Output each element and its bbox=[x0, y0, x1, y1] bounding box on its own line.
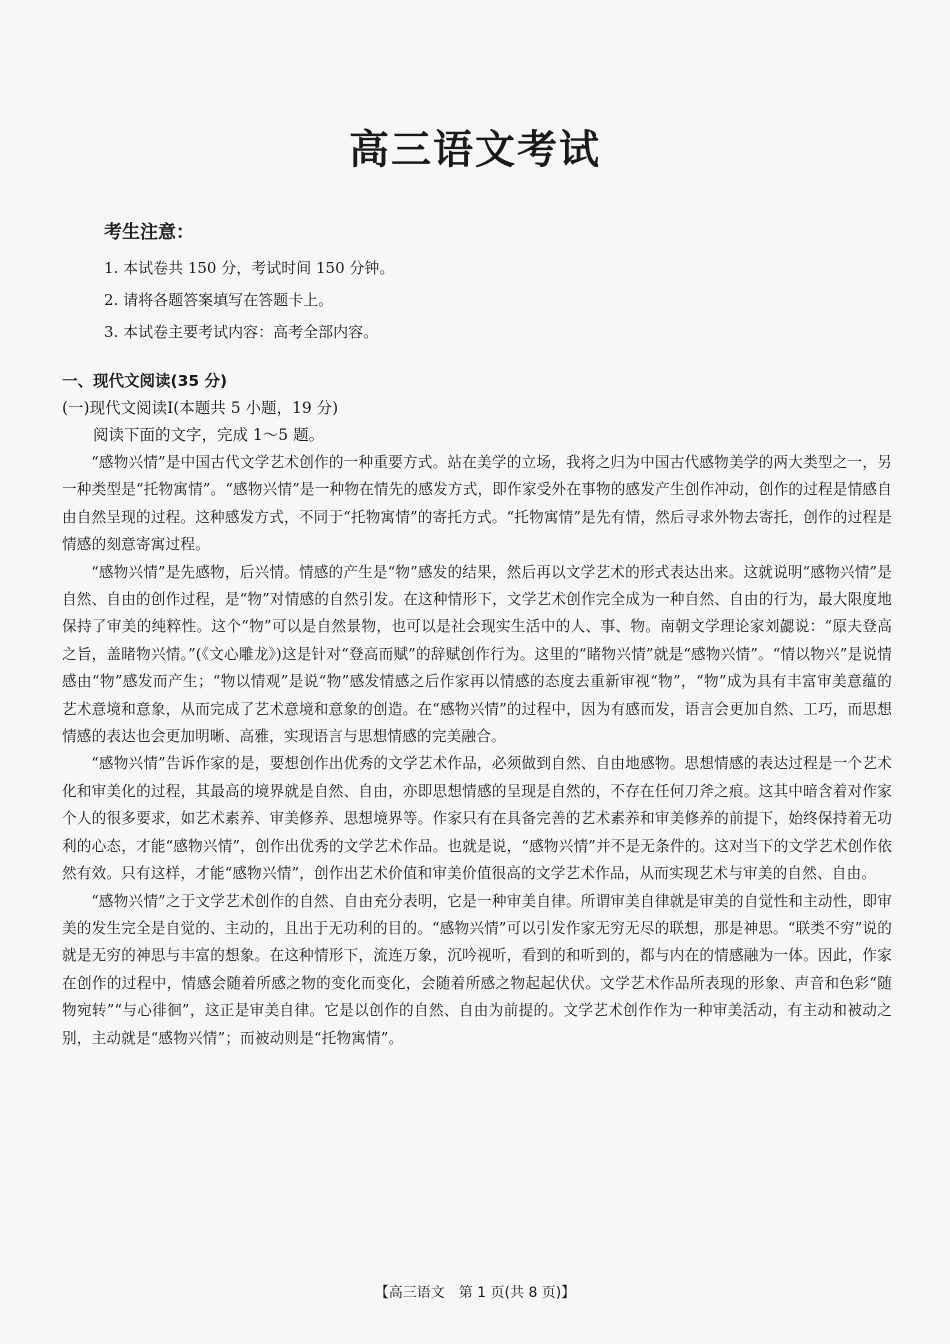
passage-paragraph-3: “感物兴情”告诉作家的是，要想创作出优秀的文学艺术作品，必须做到自然、自由地感物。思想情感的表达过程是一个艺术化和审美化的过程，其最高的境界就是自然、自由，亦即思想情感的呈现是自然的，不存在任何刀斧之痕。这其中暗含着对作家个人的很多要求，如艺术素养、审美修养、思想境界等。作家只有在具备完善的艺术素养和审美修养的前提下，始终保持着无功利的心态，才能“感物兴情”，创作出优秀的文学艺术作品。也就是说，“感物兴情”并不是无条件的。这对当下的文学艺术创作依然有效。只有这样，才能“感物兴情”，创作出艺术价值和审美价值很高的文学艺术作品，从而实现艺术与审美的自然、自由。 bbox=[62, 755, 892, 883]
notice-item-2: 2. 请将各题答案填写在答题卡上。 bbox=[104, 291, 334, 309]
exam-title: 高三语文考试 bbox=[349, 127, 601, 173]
reading-instruction: 阅读下面的文字，完成 1～5 题。 bbox=[93, 426, 325, 444]
notice-heading: 考生注意： bbox=[104, 222, 194, 243]
passage-paragraph-2: “感物兴情”是先感物，后兴情。情感的产生是“物”感发的结果，然后再以文学艺术的形式表达出来。这就说明“感物兴情”是自然、自由的创作过程，是“物”对情感的自然引发。在这种情形下，文学艺术创作完全成为一种自然、自由的行为，最大限度地保持了审美的纯粹性。这个“物”可以是自然景物，也可以是社会现实生活中的人、事、物。南朝文学理论家刘勰说：“原夫登高之旨，盖睹物兴情。”(《文心雕龙》)这是针对“登高而赋”的辞赋创作行为。这里的“睹物兴情”就是“感物兴情”。“情以物兴”是说情感由“物”感发而产生；“物以情观”是说“物”感发情感之后作家再以情感的态度去重新审视“物”，“物”成为具有丰富审美意蕴的艺术意境和意象，从而完成了艺术意境和意象的创造。在“感物兴情”的过程中，因为有感而发，语言会更加自然、工巧，而思想情感的表达也会更加明晰、高雅，实现语言与思想情感的完美融合。 bbox=[62, 563, 892, 746]
candidate-notice bbox=[104, 218, 884, 348]
section-heading: 一、现代文阅读(35 分) bbox=[62, 372, 228, 390]
notice-item-3: 3. 本试卷主要考试内容：高考全部内容。 bbox=[104, 323, 379, 341]
reading-section bbox=[62, 368, 892, 1052]
notice-item-1: 1. 本试卷共 150 分，考试时间 150 分钟。 bbox=[104, 259, 395, 277]
passage-paragraph-4: “感物兴情”之于文学艺术创作的自然、自由充分表明，它是一种审美自律。所谓审美自律就是审美的自觉性和主动性，即审美的发生完全是自觉的、主动的，且出于无功利的目的。“感物兴情”可以引发作家无穷无尽的联想，那是神思。“联类不穷”说的就是无穷的神思与丰富的想象。在这种情形下，流连万象，沉吟视听，看到的和听到的，都与内在的情感融为一体。因此，作家在创作的过程中，情感会随着所感之物的变化而变化，会随着所感之物起起伏伏。文学艺术作品所表现的形象、声音和色彩“随物宛转”“与心徘徊”，这正是审美自律。它是以创作的自然、自由为前提的。文学艺术创作作为一种审美活动，有主动和被动之别，主动就是“感物兴情”；而被动则是“托物寓情”。 bbox=[62, 892, 892, 1047]
page-footer: 【高三语文 第 1 页(共 8 页)】 bbox=[374, 1285, 576, 1301]
passage-paragraph-1: “感物兴情”是中国古代文学艺术创作的一种重要方式。站在美学的立场，我将之归为中国古代感物美学的两大类型之一，另一种类型是“托物寓情”。“感物兴情”是一种物在情先的感发方式，即作家受外在事物的感发产生创作冲动，创作的过程是情感自由自然呈现的过程。这种感发方式，不同于“托物寓情”的寄托方式。“托物寓情”是先有情，然后寻求外物去寄托，创作的过程是情感的刻意寄寓过程。 bbox=[62, 454, 892, 554]
section-subheading: (一)现代文阅读Ⅰ(本题共 5 小题，19 分) bbox=[62, 399, 339, 417]
